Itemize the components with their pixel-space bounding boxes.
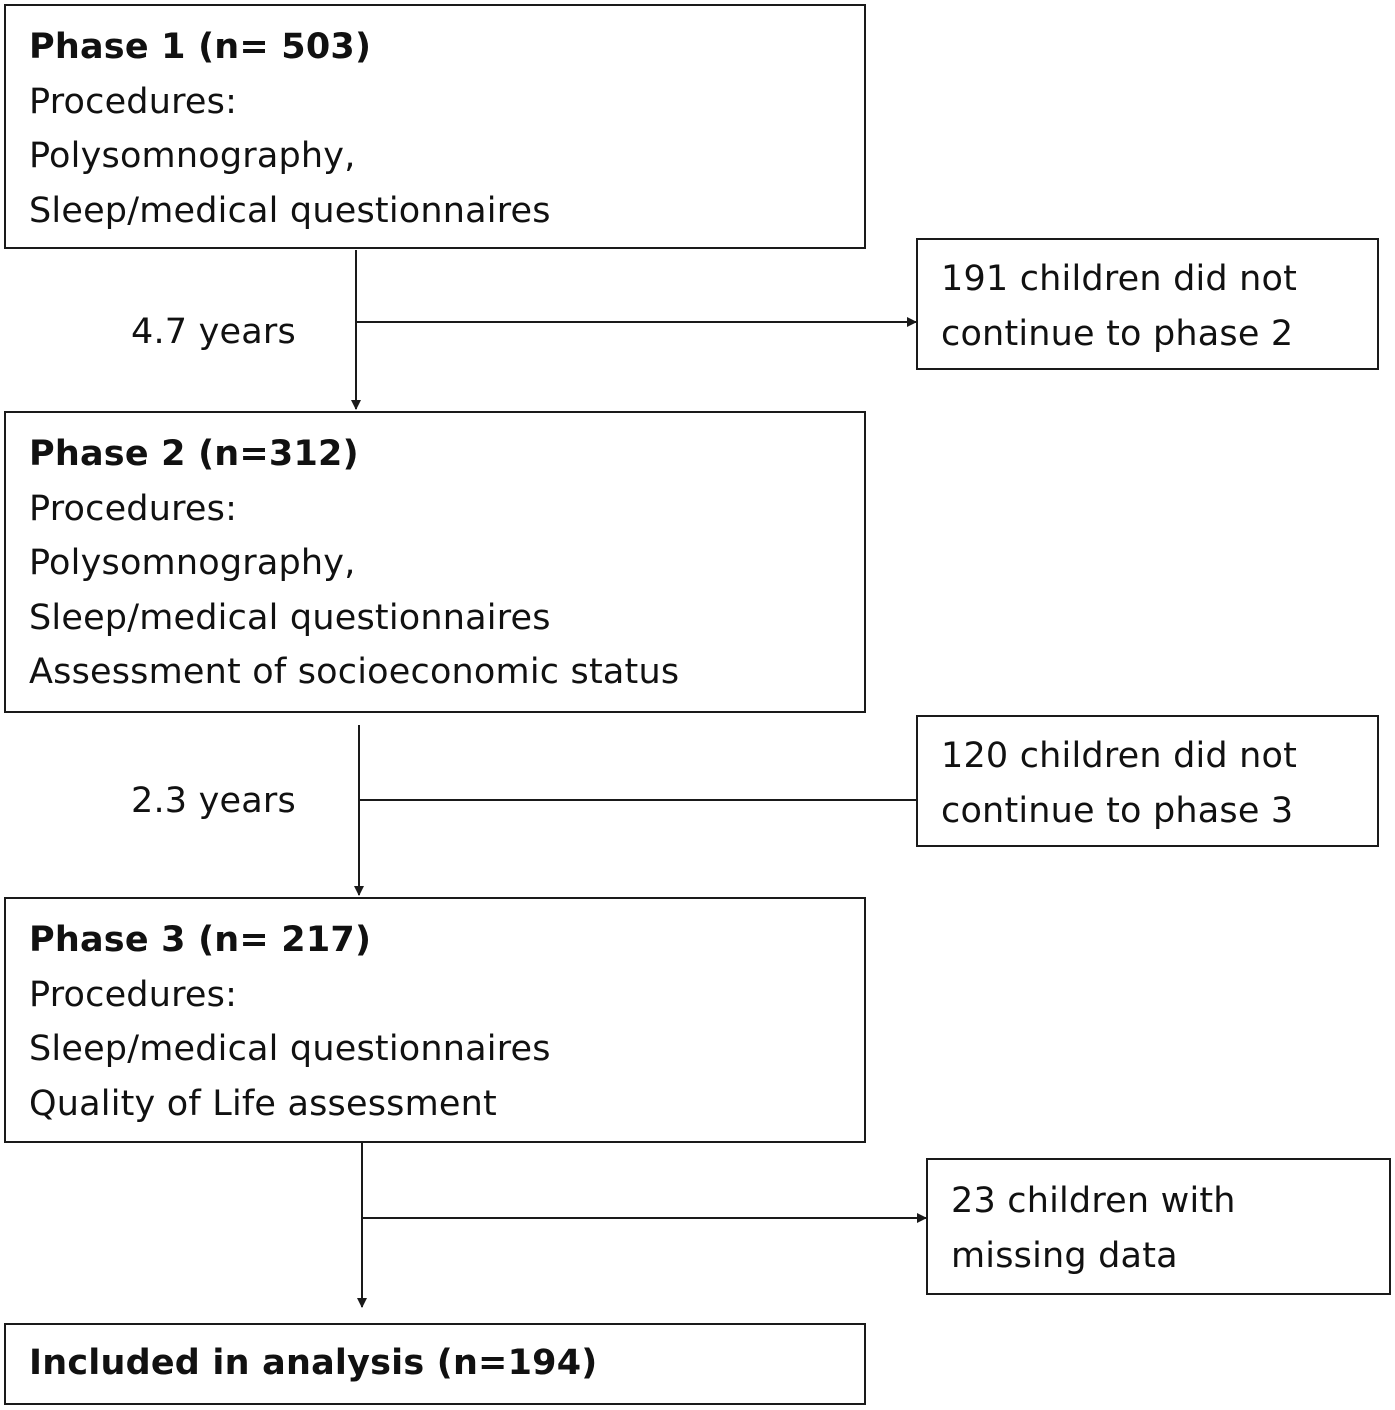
phase1-box — [4, 4, 866, 249]
phase1-line-1: Procedures: — [29, 81, 238, 122]
phase2-line-2: Polysomnography, — [29, 543, 356, 583]
phase2-line-4: Assessment of socioeconomic status — [29, 652, 680, 692]
interval-label-1: 4.7 years — [131, 312, 296, 352]
final-title: Included in analysis (n=194) — [29, 1343, 598, 1383]
phase2-line-1: Procedures: — [29, 488, 238, 529]
phase3-box — [4, 897, 866, 1143]
exclusion-2-line-1: 120 children did not — [941, 736, 1298, 776]
phase3-line-3: Quality of Life assessment — [29, 1083, 497, 1124]
phase2-line-3: Sleep/medical questionnaires — [29, 597, 551, 638]
exclusion-box-3 — [926, 1158, 1391, 1295]
exclusion-2-line-2: continue to phase 3 — [941, 790, 1294, 831]
phase1-title: Phase 1 (n= 503) — [29, 27, 372, 67]
phase3-title: Phase 3 (n= 217) — [29, 920, 372, 960]
phase2-title: Phase 2 (n=312) — [29, 434, 359, 474]
phase1-line-3: Sleep/medical questionnaires — [29, 190, 551, 231]
phase2-box — [4, 411, 866, 713]
exclusion-1-line-1: 191 children did not — [941, 259, 1298, 299]
phase3-line-1: Procedures: — [29, 974, 238, 1015]
exclusion-3-line-1: 23 children with — [951, 1181, 1236, 1221]
exclusion-3-line-2: missing data — [951, 1235, 1178, 1276]
exclusion-box-1 — [916, 238, 1379, 370]
interval-label-2: 2.3 years — [131, 781, 296, 821]
phase3-line-2: Sleep/medical questionnaires — [29, 1029, 551, 1069]
final-box — [4, 1323, 866, 1405]
exclusion-1-line-2: continue to phase 2 — [941, 313, 1294, 354]
exclusion-box-2 — [916, 715, 1379, 847]
phase1-line-2: Polysomnography, — [29, 136, 356, 176]
